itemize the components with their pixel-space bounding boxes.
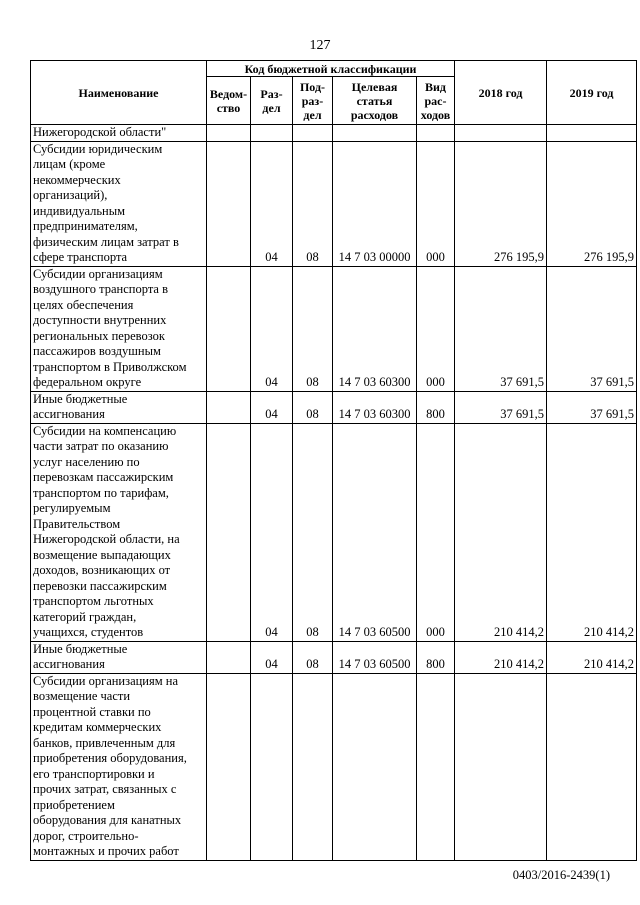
cell-razdel: [251, 673, 293, 860]
cell-podrazdel: [293, 125, 333, 142]
cell-razdel: 04: [251, 641, 293, 673]
table-row: [31, 266, 637, 391]
row-name-line: предпринимателям,: [33, 219, 138, 233]
row-name-line: Субсидии организациям: [33, 266, 163, 281]
table-body: [31, 125, 637, 861]
row-name-line: приобретения оборудования,: [33, 751, 187, 765]
cell-2018: [455, 125, 547, 142]
cell-vedomstvo: [207, 391, 251, 423]
row-name-line: части затрат по оказанию: [33, 439, 169, 453]
row-name-line: Иные бюджетные: [33, 391, 128, 406]
cell-target: 14 7 03 60500: [333, 641, 417, 673]
cell-vid: 000: [417, 141, 455, 266]
cell-2018: 210 414,2: [455, 641, 547, 673]
row-name-line: приобретением: [33, 797, 115, 812]
cell-vid: 000: [417, 423, 455, 641]
header-podrazdel: Под- раз- дел: [293, 77, 333, 125]
row-name-line: регулируемым: [33, 501, 111, 515]
cell-2018: 276 195,9: [455, 141, 547, 266]
cell-target: 14 7 03 60500: [333, 423, 417, 641]
row-name-line: некоммерческих: [33, 172, 121, 187]
row-name-line: доходов, возникающих от: [33, 563, 171, 577]
cell-2019: 210 414,2: [547, 641, 637, 673]
cell-vid: [417, 673, 455, 860]
cell-vedomstvo: [207, 641, 251, 673]
row-name-line: Субсидии юридическим: [33, 141, 163, 156]
row-name-line: физическим лицам затрат в: [33, 234, 179, 249]
row-name-line: воздушного транспорта в: [33, 282, 169, 296]
row-name-line: возмещение выпадающих: [33, 547, 171, 562]
cell-2018: [455, 673, 547, 860]
cell-target: [333, 125, 417, 142]
cell-target: [333, 673, 417, 860]
cell-2019: 210 414,2: [547, 423, 637, 641]
row-name-line: Иные бюджетные: [33, 641, 128, 656]
row-name: [31, 641, 207, 673]
cell-2018: 37 691,5: [455, 266, 547, 391]
row-name-line: индивидуальным: [33, 203, 126, 218]
row-name: [31, 266, 207, 391]
cell-razdel: 04: [251, 266, 293, 391]
row-name: [31, 423, 207, 641]
row-name-line: Субсидии организациям на: [33, 673, 179, 688]
cell-2019: 37 691,5: [547, 391, 637, 423]
table-row: [31, 125, 637, 142]
row-name: [31, 125, 207, 142]
row-name-line: прочих затрат, связанных с: [33, 782, 177, 796]
row-name-line: учащихся, студентов: [33, 625, 144, 639]
header-target: Целевая статья расходов: [333, 77, 417, 125]
cell-vedomstvo: [207, 673, 251, 860]
row-name-line: перевозкам пассажирским: [33, 470, 174, 484]
cell-podrazdel: 08: [293, 423, 333, 641]
row-name-line: федеральном округе: [33, 375, 142, 389]
header-code-group: Код бюджетной классификации: [207, 61, 455, 77]
page-number: 127: [309, 38, 331, 53]
row-name-line: Нижегородской области": [33, 125, 167, 139]
cell-2018: 210 414,2: [455, 423, 547, 641]
cell-razdel: [251, 125, 293, 142]
header-vid: Вид рас- ходов: [417, 77, 455, 125]
row-name-line: организаций),: [33, 188, 108, 202]
row-name-line: транспортом льготных: [33, 594, 154, 608]
row-name-line: лицам (кроме: [33, 157, 106, 171]
row-name-line: монтажных и прочих работ: [33, 844, 179, 858]
cell-razdel: 04: [251, 141, 293, 266]
header-vedomstvo: Ведом- ство: [207, 77, 251, 125]
cell-vedomstvo: [207, 266, 251, 391]
document-code: 0403/2016-2439(1): [512, 868, 610, 882]
cell-vid: 800: [417, 641, 455, 673]
cell-podrazdel: 08: [293, 266, 333, 391]
row-name-line: Нижегородской области, на: [33, 532, 180, 546]
table-row: [31, 641, 637, 673]
cell-razdel: 04: [251, 423, 293, 641]
header-2018: 2018 год: [455, 61, 547, 125]
row-name-line: целях обеспечения: [33, 297, 134, 312]
row-name-line: кредитам коммерческих: [33, 720, 162, 734]
cell-vedomstvo: [207, 141, 251, 266]
row-name: [31, 673, 207, 860]
header-2019: 2019 год: [547, 61, 637, 125]
row-name-line: ассигнования: [33, 407, 105, 421]
cell-vedomstvo: [207, 125, 251, 142]
cell-vedomstvo: [207, 423, 251, 641]
row-name-line: его транспортировки и: [33, 766, 155, 781]
table-row: [31, 141, 637, 266]
cell-vid: [417, 125, 455, 142]
row-name-line: пассажиров воздушным: [33, 344, 161, 358]
row-name-line: категорий граждан,: [33, 609, 137, 624]
row-name-line: региональных перевозок: [33, 328, 165, 343]
row-name-line: Субсидии на компенсацию: [33, 423, 177, 438]
row-name-line: услуг населению по: [33, 454, 140, 469]
row-name: [31, 391, 207, 423]
table-row: [31, 423, 637, 641]
row-name-line: сфере транспорта: [33, 250, 128, 264]
cell-target: 14 7 03 00000: [333, 141, 417, 266]
cell-podrazdel: 08: [293, 141, 333, 266]
header-name: Наименование: [31, 61, 207, 125]
row-name-line: оборудования для канатных: [33, 813, 182, 827]
cell-2019: [547, 673, 637, 860]
cell-vid: 000: [417, 266, 455, 391]
row-name-line: доступности внутренних: [33, 313, 167, 327]
budget-table: [30, 60, 637, 861]
cell-podrazdel: [293, 673, 333, 860]
row-name-line: банков, привлеченным для: [33, 735, 176, 750]
table-row: [31, 673, 637, 860]
cell-target: 14 7 03 60300: [333, 266, 417, 391]
table-row: [31, 391, 637, 423]
cell-2018: 37 691,5: [455, 391, 547, 423]
row-name: [31, 141, 207, 266]
header-razdel: Раз- дел: [251, 77, 293, 125]
cell-2019: 37 691,5: [547, 266, 637, 391]
row-name-line: транспортом по тарифам,: [33, 485, 169, 500]
cell-2019: [547, 125, 637, 142]
row-name-line: процентной ставки по: [33, 704, 151, 719]
row-name-line: Правительством: [33, 516, 121, 531]
row-name-line: дорог, строительно-: [33, 828, 139, 843]
cell-podrazdel: 08: [293, 641, 333, 673]
row-name-line: транспортом в Приволжском: [33, 359, 187, 374]
cell-vid: 800: [417, 391, 455, 423]
cell-podrazdel: 08: [293, 391, 333, 423]
row-name-line: перевозки пассажирским: [33, 578, 167, 593]
cell-razdel: 04: [251, 391, 293, 423]
row-name-line: возмещение части: [33, 689, 131, 703]
row-name-line: ассигнования: [33, 657, 105, 671]
cell-2019: 276 195,9: [547, 141, 637, 266]
cell-target: 14 7 03 60300: [333, 391, 417, 423]
